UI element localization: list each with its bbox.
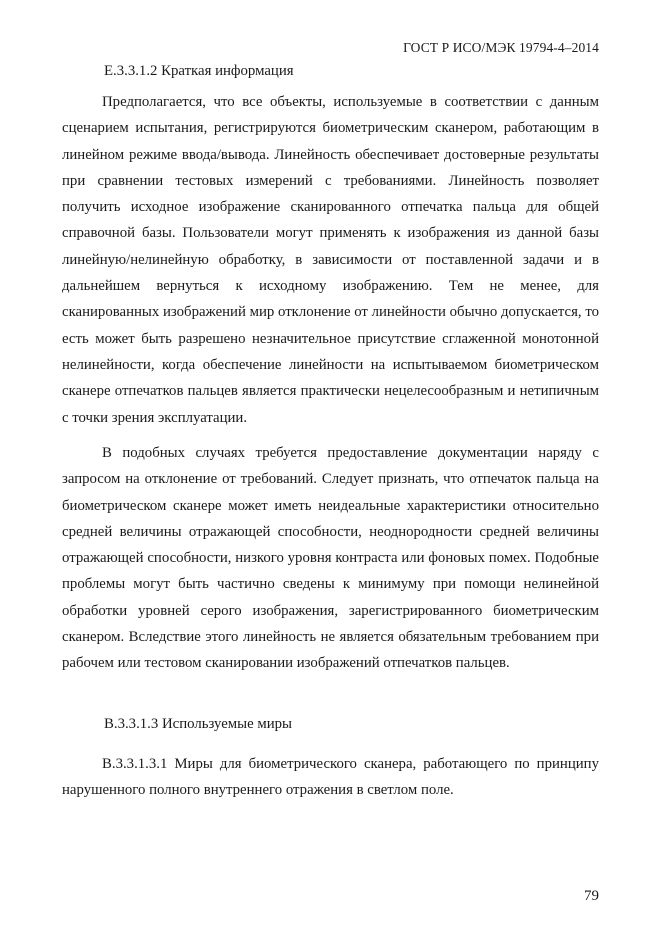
standard-header: ГОСТ Р ИСО/МЭК 19794-4–2014	[403, 40, 599, 55]
body-paragraph-1: Предполагается, что все объекты, используемые в соответствии с данным сценарием испытания, регистрируются биометрическим сканером, работающим в линейном режиме ввода/вывода. Линейность обеспечивает достоверные результаты при сравнении тестовых измерений с требованиями. Линейность позволяет получить исходное изображение сканированного отпечатка пальца для общей справочной базы. Пользователи могут применять к изображения из данной базы линейную/нелинейную обработку, в зависимости от поставленной задачи и в дальнейшем вернуться к исходному изображению. Тем не менее, для сканированных изображений мир отклонение от линейности обычно допускается, то есть может быть разрешено незначительное присутствие сглаженной монотонной нелинейности, когда обеспечение линейности на испытываемом биометрическом сканере отпечатков пальцев является практически нецелесообразным и нетипичным с точки зрения эксплуатации.	[62, 94, 599, 426]
section-heading-used-targets: В.3.3.1.3 Используемые миры	[104, 716, 292, 732]
page-number: 79	[584, 888, 599, 904]
body-paragraph-3: В.3.3.1.3.1 Миры для биометрического сканера, работающего по принципу нарушенного полного внутреннего отражения в светлом поле.	[62, 756, 599, 799]
section-heading-brief-info: Е.3.3.1.2 Краткая информация	[104, 63, 294, 79]
body-paragraph-2: В подобных случаях требуется предоставление документации наряду с запросом на отклонение от требований. Следует признать, что отпечаток пальца на биометрическом сканере может иметь неидеальные характеристики относительно средней величины отражающей способности, неоднородности средней величины отражающей способности, низкого уровня контраста или фоновых помех. Подобные проблемы могут быть частично сведены к минимуму при помощи нелинейной обработки уровней серого изображения, зарегистрированного биометрическим сканером. Вследствие этого линейность не является обязательным требованием при рабочем или тестовом сканировании изображений отпечатков пальцев.	[62, 445, 599, 672]
